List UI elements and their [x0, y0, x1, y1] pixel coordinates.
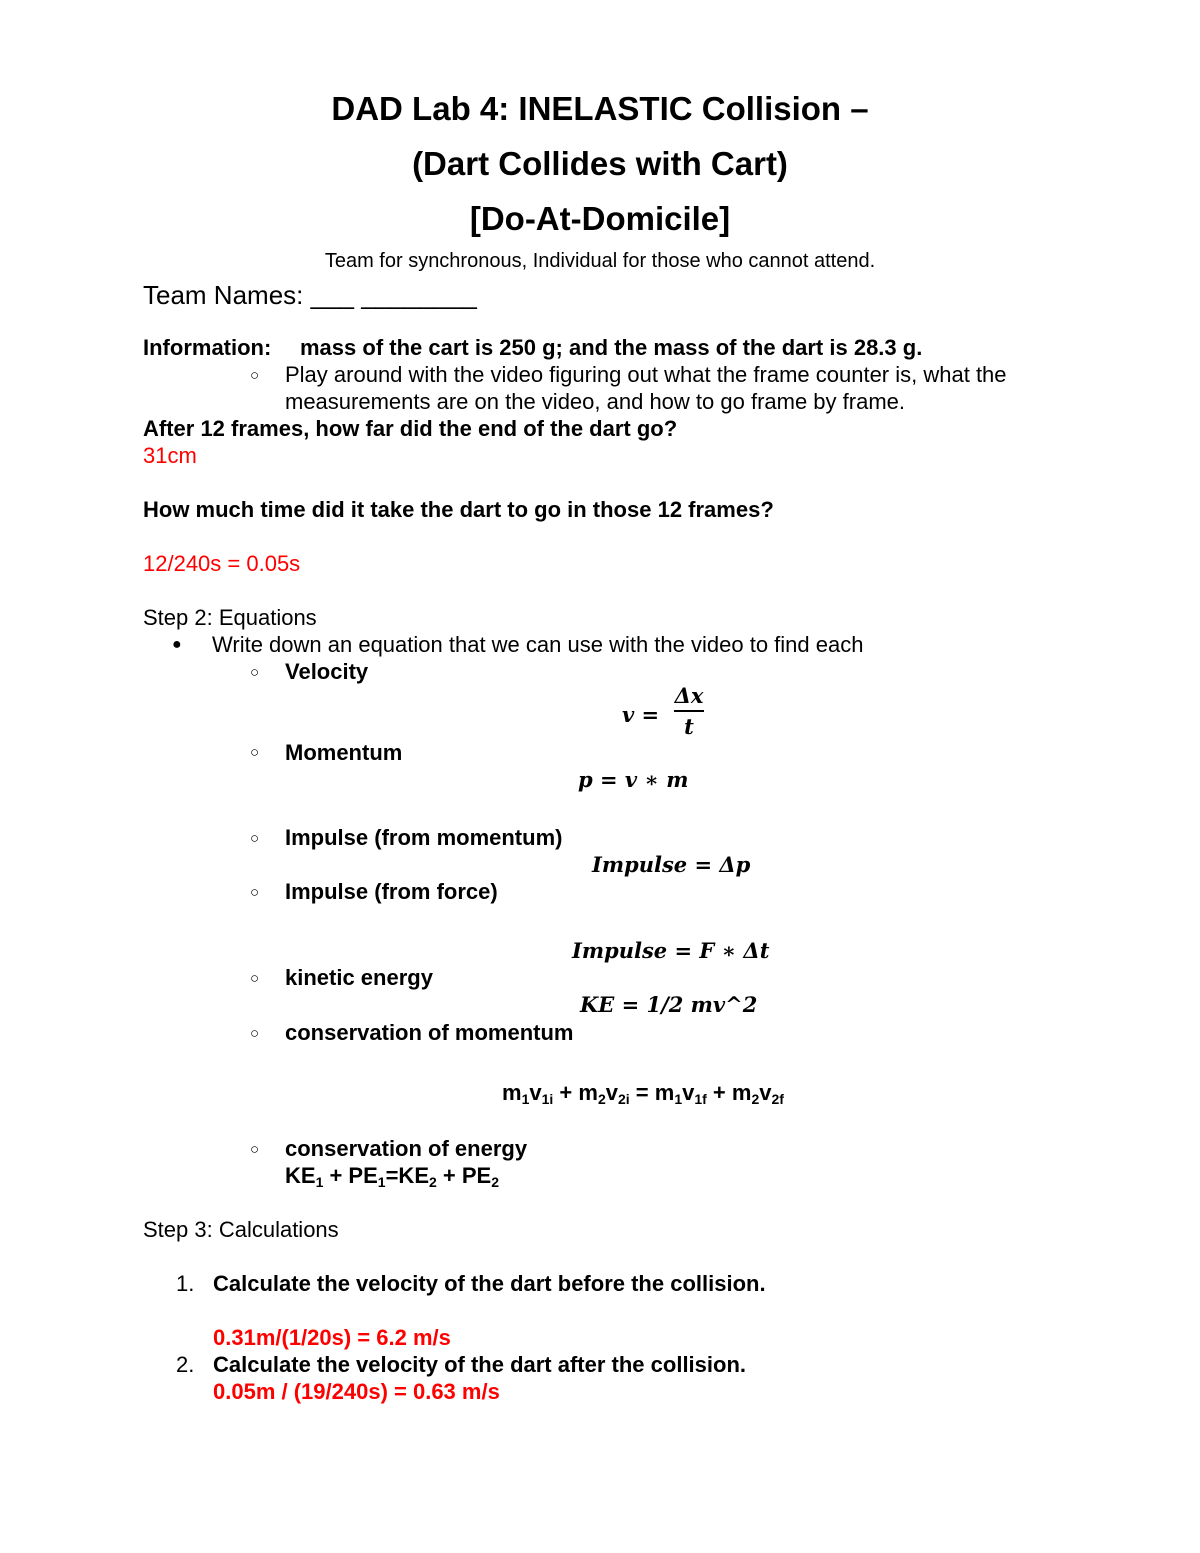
list-number-1: 1.	[176, 1271, 195, 1296]
answer-2: 12/240s = 0.05s	[143, 551, 301, 576]
information-text: mass of the cart is 250 g; and the mass of the dart is 28.3 g.	[300, 335, 923, 360]
calc-question-2: Calculate the velocity of the dart after the collision.	[213, 1352, 747, 1377]
item-label-velocity: Velocity	[285, 659, 369, 684]
equation-impulse-momentum: Impulse = Δp	[592, 852, 751, 877]
hollow-circle-bullet-icon: ○	[250, 830, 260, 847]
item-label-momentum: Momentum	[285, 740, 403, 765]
equation-velocity-denominator: t	[684, 714, 694, 739]
page-subtitle: Team for synchronous, Individual for those who cannot attend.	[324, 250, 876, 272]
calc-answer-2: 0.05m / (19/240s) = 0.63 m/s	[213, 1379, 500, 1404]
step3-heading: Step 3: Calculations	[143, 1217, 339, 1242]
hollow-circle-bullet-icon: ○	[250, 970, 260, 987]
hollow-circle-bullet-icon: ○	[250, 1025, 260, 1042]
list-number-2: 2.	[176, 1352, 195, 1377]
page-title-line3: [Do-At-Domicile]	[469, 200, 731, 237]
equation-conservation-momentum: $m_1v_{1i} + m_2v_{2i} = m_1v_{1f} + m_2v_{2f}$	[502, 1080, 784, 1107]
information-bullet-line2: measurements are on the video, and how to go frame by frame.	[285, 389, 905, 414]
item-label-impulse-force: Impulse (from force)	[285, 879, 498, 904]
hollow-circle-bullet-icon: ○	[250, 884, 260, 901]
equation-conservation-energy: $KE_1 + PE_1=KE_2 + PE_2$	[285, 1163, 500, 1190]
step2-bullet: Write down an equation that we can use with the video to find each	[212, 632, 864, 657]
calc-answer-1: 0.31m/(1/20s) = 6.2 m/s	[213, 1325, 451, 1350]
equation-velocity-numerator: Δx	[674, 683, 704, 708]
page-title: DAD Lab 4: INELASTIC Collision –	[331, 90, 869, 127]
hollow-circle-bullet-icon: ○	[250, 1141, 260, 1158]
information-bullet-line1: Play around with the video figuring out what the frame counter is, what the	[285, 362, 1007, 387]
hollow-circle-bullet-icon: ○	[250, 664, 260, 681]
hollow-circle-bullet-icon: ○	[250, 744, 260, 761]
item-label-kinetic-energy: kinetic energy	[285, 965, 433, 990]
page-title-line2: (Dart Collides with Cart)	[412, 145, 788, 182]
equation-kinetic-energy: KE = 1/2 mv^2	[580, 992, 758, 1017]
team-names-label: Team Names: ___ ________	[143, 280, 477, 310]
question-1: After 12 frames, how far did the end of the dart go?	[143, 416, 678, 441]
hollow-circle-bullet-icon: ○	[250, 367, 260, 384]
equation-impulse-force: Impulse = F ∗ Δt	[572, 938, 770, 963]
item-label-conservation-energy: conservation of energy	[285, 1136, 528, 1161]
equation-velocity-fraction	[672, 683, 706, 739]
fraction-bar	[674, 710, 704, 712]
item-label-conservation-momentum: conservation of momentum	[285, 1020, 574, 1045]
information-label: Information:	[143, 335, 272, 360]
item-label-impulse-momentum: Impulse (from momentum)	[285, 825, 563, 850]
equation-momentum: p = v ∗ m	[578, 767, 689, 792]
calc-question-1: Calculate the velocity of the dart before the collision.	[213, 1271, 766, 1296]
equation-velocity-lhs: v =	[622, 702, 660, 727]
answer-1: 31cm	[143, 443, 197, 468]
question-2: How much time did it take the dart to go in those 12 frames?	[143, 497, 774, 522]
step2-heading: Step 2: Equations	[143, 605, 317, 630]
solid-circle-bullet-icon: ●	[172, 636, 182, 653]
